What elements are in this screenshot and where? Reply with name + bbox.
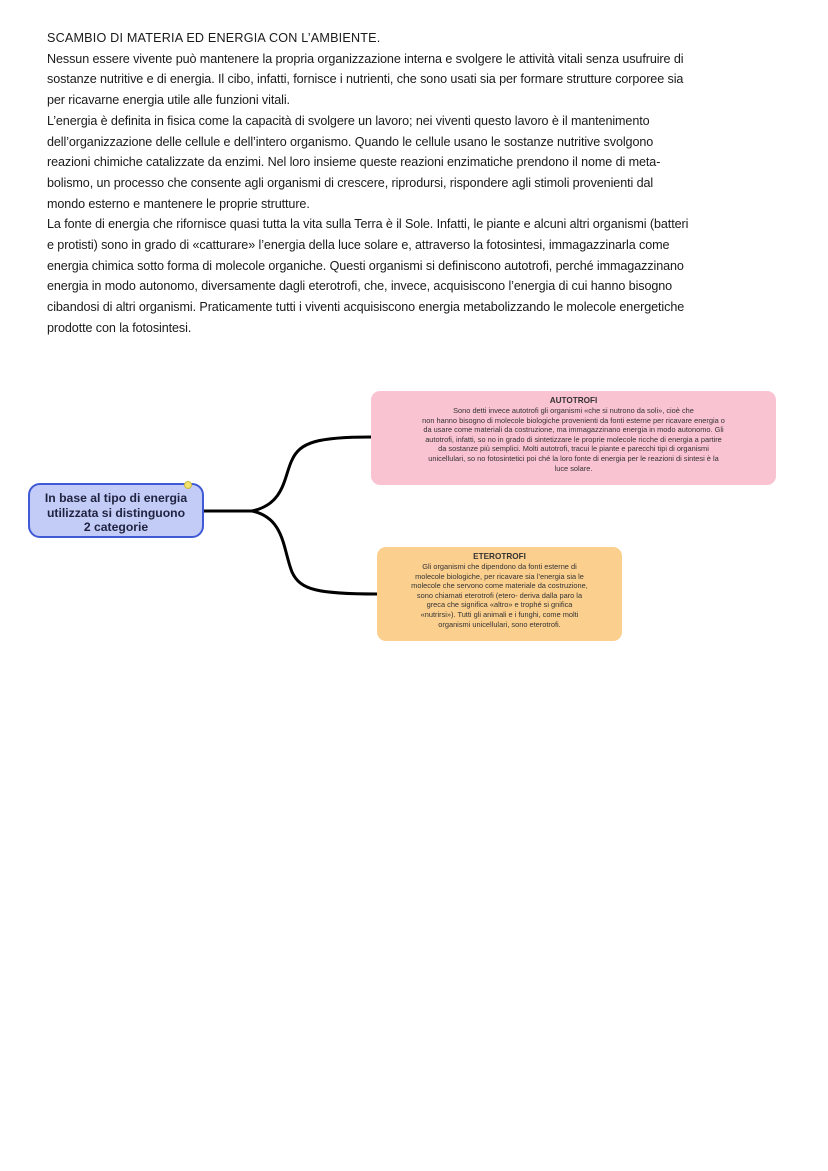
autotrofi-line: da usare come materiali da costruzione, ma immagazzinano energia in modo autonomo. Gli xyxy=(423,425,724,435)
eterotrofi-line: greca che significa «altro» e trophé si gnifica xyxy=(426,600,573,610)
connector-eterotrofi xyxy=(252,511,377,594)
eterotrofi-line: molecole che servono come materiale da costruzione, xyxy=(411,581,588,591)
root-line: utilizzata si distinguono xyxy=(46,505,186,520)
text-line: Nessun essere vivente può mantenere la propria organizzazione interna e svolgere le attività vitali senza usufruire di xyxy=(47,51,684,66)
text-line: e protisti) sono in grado di «catturare» l’energia della luce solare e, attraverso la fotosintesi, immagazzinarla come xyxy=(47,238,670,253)
autotrofi-line: non hanno bisogno di molecole biologiche provenienti da fonti esterne per ricavare energia o xyxy=(422,415,725,425)
autotrofi-node[interactable] xyxy=(371,391,776,485)
text-line: energia chimica sotto forma di molecole organiche. Questi organismi si definiscono autotrofi, perché immagazzinano xyxy=(47,258,684,273)
eterotrofi-line: organismi unicellulari, sono eterotrofi. xyxy=(438,619,561,629)
text-line: L’energia è definita in fisica come la capacità di svolgere un lavoro; nei viventi questo lavoro è il mantenimento xyxy=(47,113,650,128)
eterotrofi-line: sono chiamati eterotrofi (etero- deriva dalla paro la xyxy=(416,590,583,600)
text-line: dell’organizzazione delle cellule e dell’intero organismo. Quando le cellule usano le sostanze nutritive svolgono xyxy=(47,134,654,149)
text-line: La fonte di energia che rifornisce quasi tutta la vita sulla Terra è il Sole. Infatti, le piante e alcuni altri organismi (batteri xyxy=(47,217,689,232)
text-line: mondo esterno e mantenere le proprie strutture. xyxy=(47,196,310,211)
autotrofi-line: Sono detti invece autotrofi gli organismi «che si nutrono da soli», cioè che xyxy=(453,406,694,415)
root-line: 2 categorie xyxy=(83,520,149,534)
text-line: cibandosi di altri organismi. Praticamente tutti i viventi acquisiscono energia metabolizzando le molecole energetiche xyxy=(47,300,685,315)
autotrofi-title: AUTOTROFI xyxy=(549,396,598,405)
text-line: energia in modo autonomo, diversamente dagli eterotrofi, che, invece, acquisiscono l’energia di cui hanno bisogno xyxy=(47,279,673,294)
selection-handle[interactable] xyxy=(184,481,192,489)
autotrofi-line: luce solare. xyxy=(554,463,593,473)
eterotrofi-title: ETEROTROFI xyxy=(473,552,526,561)
text-line: bolismo, un processo che consente agli organismi di crescere, riprodursi, rispondere agli stimoli provenienti dal xyxy=(47,175,654,190)
document-title: SCAMBIO DI MATERIA ED ENERGIA CON L’AMBIENTE. xyxy=(47,31,381,45)
eterotrofi-node[interactable] xyxy=(377,547,622,641)
connector-autotrofi xyxy=(252,437,371,511)
eterotrofi-line: Gli organismi che dipendono da fonti esterne di xyxy=(422,562,577,571)
root-line: In base al tipo di energia xyxy=(44,491,188,505)
autotrofi-line: da sostanze più semplici. Molti autotrofi, tracui le piante e parecchi tipi di organismi xyxy=(438,444,709,454)
text-line: per ricavarne energia utile alle funzioni vitali. xyxy=(47,93,290,108)
eterotrofi-line: «nutrirsi»). Tutti gli animali e i funghi, come molti xyxy=(420,609,579,619)
text-line: sostanze nutritive e di energia. Il cibo, infatti, fornisce i nutrienti, che sono usati sia per formare strutture corporee sia xyxy=(47,72,684,87)
autotrofi-line: unicellulari, so no fotosintetici poi ché la loro fonte di energia per le reazioni di sintesi è la xyxy=(428,453,719,463)
eterotrofi-line: molecole biologiche, per ricavare sia l’energia sia le xyxy=(415,571,584,581)
autotrofi-line: autotrofi, infatti, so no in grado di sintetizzare le proprie molecole ricche di energia a partire xyxy=(425,434,722,444)
text-line: reazioni chimiche catalizzate da enzimi. Nel loro insieme queste reazioni enzimatiche prendono il nome di meta- xyxy=(47,155,661,170)
text-line: prodotte con la fotosintesi. xyxy=(47,320,192,335)
root-node[interactable] xyxy=(28,483,204,538)
